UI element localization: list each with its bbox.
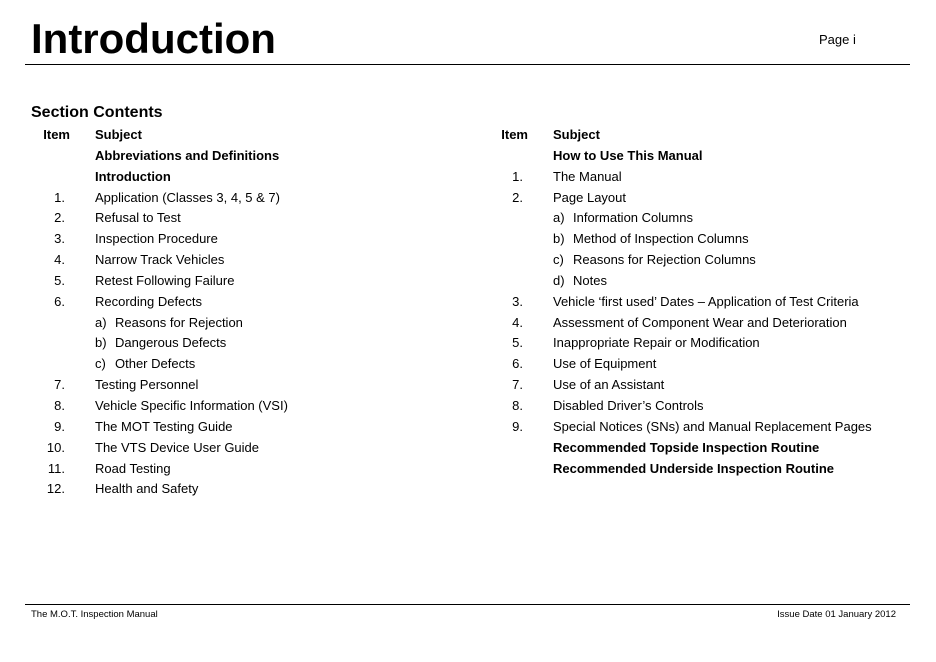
item-number: 6. [54,293,65,309]
subject-entry: Vehicle ‘first used’ Dates – Application of Test Criteria [553,293,859,309]
subject-entry: Special Notices (SNs) and Manual Replacement Pages [553,418,872,434]
subject-entry: Inappropriate Repair or Modification [553,335,760,351]
contents-column-right [458,125,898,479]
subject-entry: Retest Following Failure [95,272,235,288]
subject-entry: Dangerous Defects [115,335,227,351]
subject-entry: Health and Safety [95,481,199,497]
contents-row [0,333,440,354]
subject-entry: The MOT Testing Guide [95,418,233,434]
contents-row [0,208,440,229]
item-number: 1. [512,168,523,184]
sub-item-letter: c) [95,356,106,372]
contents-row [458,354,898,375]
subject-entry: Notes [573,272,607,288]
contents-row [0,188,440,209]
contents-row [458,146,898,167]
subject-entry: Application (Classes 3, 4, 5 & 7) [95,189,280,205]
contents-row [458,250,898,271]
subject-entry: Narrow Track Vehicles [95,252,225,268]
section-heading-entry: Recommended Underside Inspection Routine [553,460,834,476]
item-number: 4. [512,314,523,330]
subject-entry: Testing Personnel [95,377,199,393]
contents-row [0,146,440,167]
contents-row [0,417,440,438]
contents-row [458,167,898,188]
page-number: Page i [819,32,856,47]
contents-row [0,313,440,334]
subject-entry: Disabled Driver’s Controls [553,397,704,413]
subject-entry: Refusal to Test [95,210,181,226]
column-header-row [458,125,898,146]
sub-item-letter: a) [95,314,107,330]
contents-row [0,459,440,480]
subject-entry: Information Columns [573,210,693,226]
contents-row [0,271,440,292]
item-number: 2. [512,189,523,205]
subject-entry: Road Testing [95,460,171,476]
subject-entry: Page Layout [553,189,627,205]
footer-manual-title: The M.O.T. Inspection Manual [31,609,158,620]
header-divider [25,64,910,65]
contents-row [0,479,440,500]
subject-entry: Recording Defects [95,293,202,309]
section-title: Section Contents [31,104,163,121]
contents-row [458,229,898,250]
item-number: 1. [54,189,65,205]
subject-entry: Inspection Procedure [95,231,218,247]
subject-column-header: Subject [95,127,142,142]
subject-entry: Vehicle Specific Information (VSI) [95,397,288,413]
contents-row [458,375,898,396]
item-number: 5. [512,335,523,351]
subject-entry: Other Defects [115,356,196,372]
contents-row [0,292,440,313]
subject-entry: Use of Equipment [553,356,657,372]
sub-item-letter: d) [553,272,565,288]
column-header-row [0,125,440,146]
item-number: 6. [512,356,523,372]
contents-row [0,250,440,271]
subject-entry: Reasons for Rejection Columns [573,252,756,268]
page-title: Introduction [31,15,276,62]
contents-row [458,292,898,313]
item-number: 12. [46,481,65,497]
contents-row [458,396,898,417]
section-heading-entry: How to Use This Manual [553,147,703,163]
item-column-header: Item [501,127,528,142]
sub-item-letter: a) [553,210,565,226]
item-number: 9. [512,418,523,434]
contents-row [0,167,440,188]
item-number: 2. [54,210,65,226]
item-number: 3. [512,293,523,309]
contents-row [0,229,440,250]
contents-list-right [458,146,898,480]
sub-item-letter: b) [553,231,565,247]
item-column-header: Item [43,127,70,142]
contents-row [458,271,898,292]
item-number: 9. [54,418,65,434]
sub-item-letter: c) [553,252,564,268]
contents-row [458,333,898,354]
contents-row [0,375,440,396]
item-number: 11. [47,460,65,476]
contents-row [458,188,898,209]
section-heading-entry: Introduction [95,168,171,184]
item-number: 10. [46,439,65,455]
subject-entry: Use of an Assistant [553,377,665,393]
contents-list-left [0,146,440,500]
contents-row [0,354,440,375]
item-number: 8. [512,397,523,413]
subject-entry: The VTS Device User Guide [95,439,260,455]
contents-row [458,459,898,480]
contents-row [458,208,898,229]
section-heading-entry: Abbreviations and Definitions [95,147,280,163]
item-number: 8. [54,397,65,413]
item-number: 4. [54,252,65,268]
footer-divider [25,604,910,605]
item-number: 3. [54,231,65,247]
contents-row [0,396,440,417]
sub-item-letter: b) [95,335,107,351]
subject-entry: Method of Inspection Columns [573,231,749,247]
item-number: 7. [512,377,523,393]
subject-column-header: Subject [553,127,600,142]
subject-entry: The Manual [553,168,622,184]
contents-row [458,438,898,459]
contents-row [458,417,898,438]
item-number: 5. [54,272,65,288]
contents-column-left [0,125,440,500]
contents-row [0,438,440,459]
footer-issue-date: Issue Date 01 January 2012 [777,609,896,620]
item-number: 7. [54,377,65,393]
subject-entry: Reasons for Rejection [115,314,243,330]
section-heading-entry: Recommended Topside Inspection Routine [553,439,820,455]
contents-row [458,313,898,334]
subject-entry: Assessment of Component Wear and Deterioration [553,314,847,330]
